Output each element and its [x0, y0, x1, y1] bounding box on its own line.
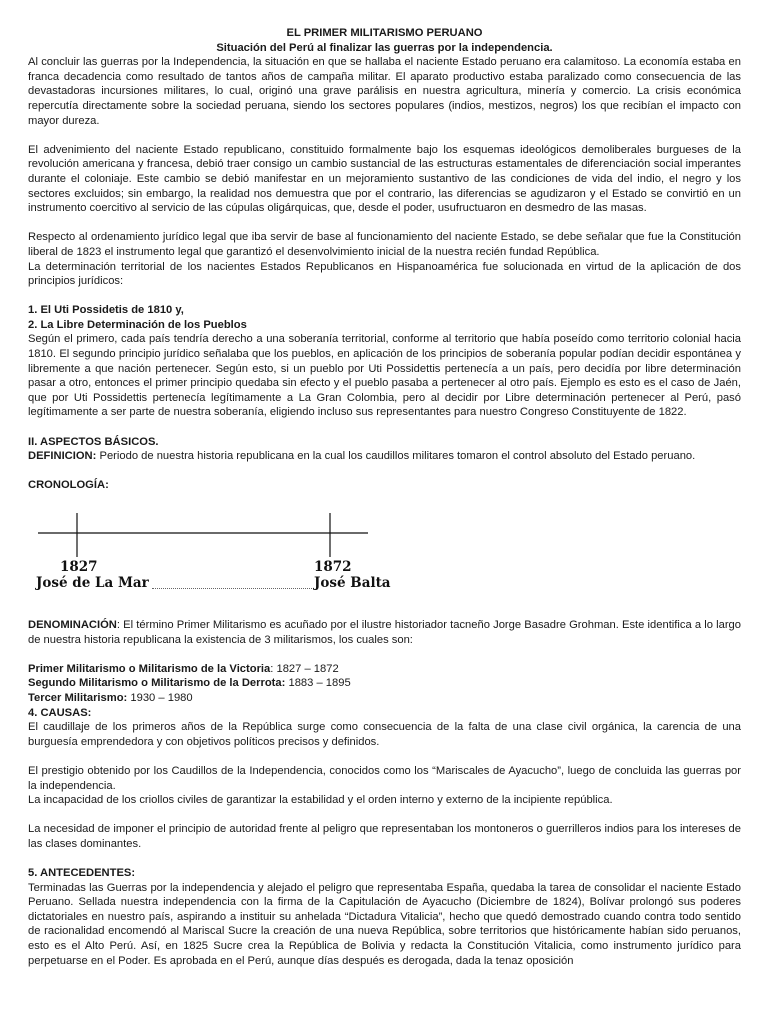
- militarismo-3-years: 1930 – 1980: [127, 691, 193, 704]
- cronologia-label: CRONOLOGÍA:: [28, 479, 109, 492]
- denominacion-label: DENOMINACIÓN: [28, 619, 117, 631]
- document-title: EL PRIMER MILITARISMO PERUANO: [286, 27, 483, 39]
- militarismo-1-years: : 1827 – 1872: [270, 662, 339, 675]
- timeline-graphic: [28, 493, 741, 611]
- militarismo-2-label: Segundo Militarismo o Militarismo de la Derrota:: [28, 677, 286, 690]
- section-aspectos-basicos: II. ASPECTOS BÁSICOS.: [28, 435, 159, 448]
- militarismo-2: [28, 676, 741, 691]
- militarismo-3-label: Tercer Militarismo:: [28, 691, 128, 704]
- timeline-dotted-line: [152, 588, 314, 589]
- document-subtitle: Situación del Perú al finalizar las guerras por la independencia.: [216, 41, 553, 54]
- paragraph-territory: La determinación territorial de los nacientes Estados Republicanos en Hispanoamérica fue solucionada en virtud de la aplicación de dos principios jurídicos:: [28, 260, 741, 288]
- paragraph-republic: El advenimiento del naciente Estado republicano, constituido formalmente bajo los esquemas ideológicos demoliberales burgueses de la revolución americana y francesa, debió traer consigo un cambio sustancial de las estructuras estamentales de diferenciación social imperantes durante el coloniaje. Este cambio se debió manifestar en un mejoramiento sustantivo de las condiciones de vida del indio, el negro y los sectores excluidos; sin embargo, la realidad nos demuestra que por el contrario, las diferencias se agudizaron y el Estado se convirtió en un instrumento coercitivo al servicio de las cúpulas oligárquicas, que, desde el poder, usufructuaron en desmedro de las masas.: [28, 143, 741, 215]
- principle-2: 2. La Libre Determinación de los Pueblos: [28, 318, 247, 331]
- timeline-start-name: José de La Mar: [36, 575, 149, 591]
- causa-1: El caudillaje de los primeros años de la República surge como consecuencia de la falta de una clase civil orgánica, la carencia de una burguesía emprendedora y con objetivos políticos precisos y definidos.: [28, 721, 741, 748]
- militarismo-1-label: Primer Militarismo o Militarismo de la Victoria: [28, 662, 271, 675]
- section-antecedentes: 5. ANTECEDENTES:: [28, 867, 136, 880]
- denominacion: [28, 618, 741, 647]
- principle-1: 1. El Uti Possidetis de 1810 y,: [28, 304, 184, 317]
- chronology-timeline: [28, 493, 741, 611]
- paragraph-antecedentes: Terminadas las Guerras por la independencia y alejado el peligro que representaba España, quedaba la tarea de consolidar el naciente Estado Peruano. Sellada nuestra independencia con la firma de la Capitulación de Ayacucho (Diciembre de 1824), Bolívar prolongó sus poderes dictatoriales en nuestro país, aspirando a instituir su anhelada “Dictadura Vitalicia”, hecho que quedó demostrado cuando contra todo sentido de racionalidad encomendó al Mariscal Sucre la creación de una nueva República, sobre territorios que históricamente habían sido peruanos, esto es el Alto Perú. Así, en 1825 Sucre crea la República de Bolivia y redacta la Constitución Vitalicia, como instrumento jurídico para perpetuarse en el Poder. Es aprobada en el Perú, aunque días después es derogada, dada la tenaz oposición: [28, 881, 741, 967]
- timeline-start-year: 1827: [60, 559, 98, 575]
- militarismo-1: [28, 662, 741, 677]
- definition-text: Periodo de nuestra historia republicana en la cual los caudillos militares tomaron el control absoluto del Estado peruano.: [96, 450, 696, 463]
- definition: [28, 449, 741, 464]
- militarismo-3: [28, 691, 741, 706]
- section-causas: 4. CAUSAS:: [28, 706, 92, 719]
- causa-2: El prestigio obtenido por los Caudillos de la Independencia, conocidos como los “Mariscales de Ayacucho”, luego de concluida las guerras por la independencia.: [28, 764, 741, 792]
- causa-4: La necesidad de imponer el principio de autoridad frente al peligro que representaban los montoneros o guerrilleros indios para los intereses de las clases dominantes.: [28, 823, 741, 850]
- militarismo-2-years: 1883 – 1895: [285, 677, 351, 690]
- paragraph-constitution: Respecto al ordenamiento jurídico legal que iba servir de base al funcionamiento del naciente Estado, se debe señalar que fue la Constitución liberal de 1823 el instrumento legal que garantizó el desenvolvimiento inicial de la nuestra recién fundad República.: [28, 231, 741, 258]
- timeline-end-name: José Balta: [314, 575, 391, 591]
- causa-3: La incapacidad de los criollos civiles de garantizar la estabilidad y el orden interno y externo de la incipiente república.: [28, 794, 613, 807]
- denominacion-text: : El término Primer Militarismo es acuñado por el ilustre historiador tacneño Jorge Basadre Grohman. Este identifica a lo largo de nuestra historia republicana la existencia de 3 militarismos, los cuales son:: [28, 619, 741, 646]
- definition-label: DEFINICION:: [28, 450, 97, 463]
- paragraph-intro: Al concluir las guerras por la Independencia, la situación en que se hallaba el naciente Estado peruano era calamitoso. La economía estaba en franca decadencia como resultado de tantos años de campaña militar. El aparato productivo estaba paralizado como consecuencia de las devastadoras incursiones militares, lo cual, originó una grave parálisis en nuestra agricultura, minería y comercio. La crisis económica repercutía directamente sobre la sociedad peruana, siendo los sectores populares (indios, mestizos, negros) los que recibían el impacto con mayor dureza.: [28, 56, 741, 127]
- timeline-end-year: 1872: [314, 559, 352, 575]
- document-body: [28, 26, 741, 968]
- paragraph-principles: Según el primero, cada país tendría derecho a una soberanía territorial, conforme al territorio que había poseído como territorio colonial hacia 1810. El segundo principio jurídico señalaba que los pueblos, en aplicación de los principios de soberanía popular podían decidir espontánea y libremente a que nación pertenecer. Según esto, si un pueblo por Uti Possidettis pertenecía a un país, pero decidía por libre determinación pasar a otro, entonces el primer principio quedaba sin efecto y el pueblo pasaba a pertenecer al otro país. Ejemplo es esto es el caso de Jaén, que por Uti Possidettis pertenecía legítimamente a La Gran Colombia, pero al decidir por Libre determinación pertenecer al Perú, pasó legítimamente a ser parte de nuestra soberanía, eligiendo incluso sus representantes para nuestro Congreso Constituyente de 1822.: [28, 333, 741, 419]
